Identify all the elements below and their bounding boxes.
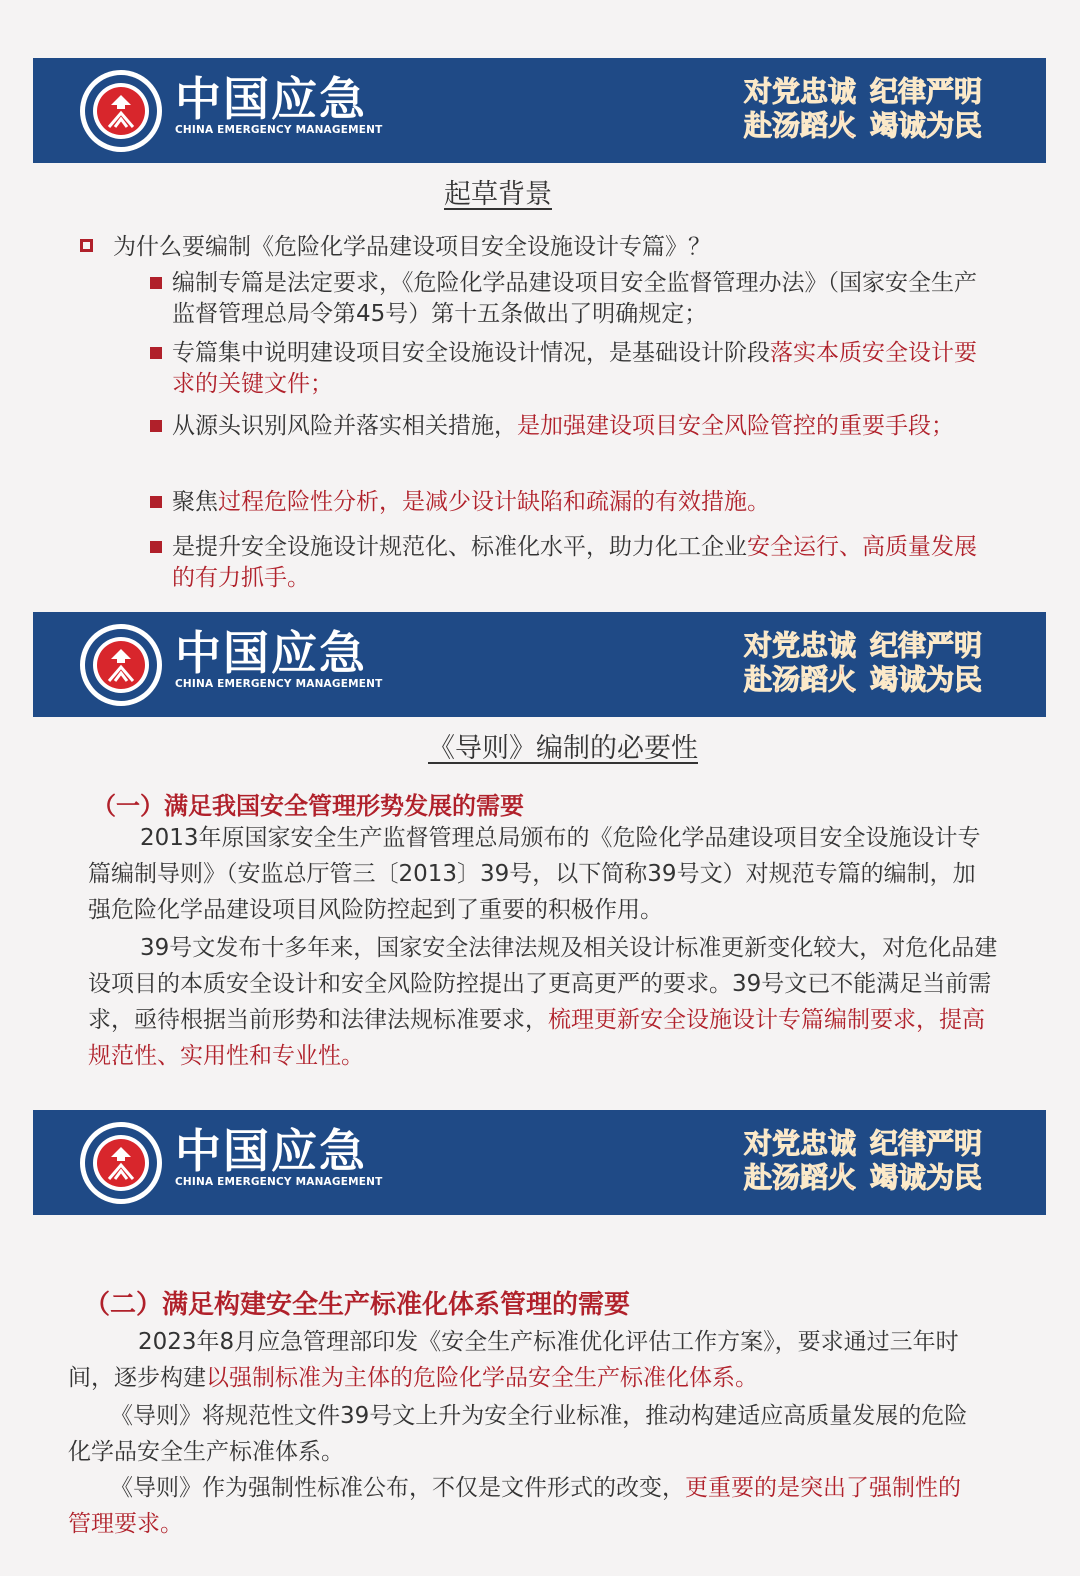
bullet-item-1: 编制专篇是法定要求，《危险化学品建设项目安全监督管理办法》（国家安全生产监督管理总局令第45号）第十五条做出了明确规定； <box>150 268 980 330</box>
bullet-item-4: 聚焦过程危险性分析，是减少设计缺陷和疏漏的有效措施。 <box>150 487 980 518</box>
paragraph-2: 39号文发布十多年来，国家安全法律法规及相关设计标准更新变化较大，对危化品建设项目的本质安全设计和安全风险防控提出了更高更严的要求。39号文已不能满足当前需求，亟待根据当前形势和法律法规标准要求，梳理更新安全设施设计专篇编制要求，提高规范性、实用性和专业性。 <box>88 935 998 1069</box>
slogan-line-2: 赴汤蹈火 竭诚为民 <box>743 1161 982 1194</box>
header-banner-1 <box>33 58 1046 163</box>
bullet-item-2: 专篇集中说明建设项目安全设施设计情况，是基础设计阶段落实本质安全设计要求的关键文件； <box>150 338 980 400</box>
logo-title: 中国应急 <box>175 1124 367 1178</box>
logo-title: 中国应急 <box>175 626 367 680</box>
slogan-line-1: 对党忠诚 纪律严明 <box>743 629 982 662</box>
section-title-necessity: 《导则》编制的必要性 <box>428 733 698 764</box>
logo-subtitle: CHINA EMERGENCY MANAGEMENT <box>175 124 383 136</box>
bullet-square-icon <box>150 420 162 432</box>
slogan-line-1: 对党忠诚 纪律严明 <box>743 1127 982 1160</box>
section-title-background: 起草背景 <box>444 179 552 210</box>
subheading-1: （一）满足我国安全管理形势发展的需要 <box>92 792 524 820</box>
paragraph-4: 《导则》将规范性文件39号文上升为安全行业标准，推动构建适应高质量发展的危险化学品安全生产标准体系。 <box>68 1403 968 1465</box>
subheading-2: （二）满足构建安全生产标准化体系管理的需要 <box>84 1290 631 1320</box>
logo-title: 中国应急 <box>175 72 367 126</box>
logo-subtitle: CHINA EMERGENCY MANAGEMENT <box>175 678 383 690</box>
checkbox-square-icon <box>80 239 93 252</box>
bullet-square-icon <box>150 277 162 289</box>
bullet-square-icon <box>150 496 162 508</box>
paragraph-3: 2023年8月应急管理部印发《安全生产标准优化评估工作方案》，要求通过三年时间，逐步构建以强制标准为主体的危险化学品安全生产标准化体系。 <box>68 1329 959 1391</box>
header-banner-2 <box>33 612 1046 717</box>
slogan-line-2: 赴汤蹈火 竭诚为民 <box>743 109 982 142</box>
logo-subtitle: CHINA EMERGENCY MANAGEMENT <box>175 1176 383 1188</box>
bullet-square-icon <box>150 541 162 553</box>
bullet-item-5: 是提升安全设施设计规范化、标准化水平，助力化工企业安全运行、高质量发展的有力抓手。 <box>150 532 980 594</box>
bullet-item-3: 从源头识别风险并落实相关措施，是加强建设项目安全风险管控的重要手段； <box>150 411 980 442</box>
question-line: 为什么要编制《危险化学品建设项目安全设施设计专篇》？ <box>80 228 711 261</box>
emergency-emblem-icon <box>79 623 163 707</box>
bullet-square-icon <box>150 347 162 359</box>
paragraph-1: 2013年原国家安全生产监督管理总局颁布的《危险化学品建设项目安全设施设计专篇编制导则》（安监总厅管三〔2013〕39号，以下简称39号文）对规范专篇的编制，加强危险化学品建设项目风险防控起到了重要的积极作用。 <box>88 825 981 923</box>
emergency-emblem-icon <box>79 69 163 153</box>
paragraph-5: 《导则》作为强制性标准公布，不仅是文件形式的改变，更重要的是突出了强制性的管理要求。 <box>68 1475 961 1537</box>
slogan-line-2: 赴汤蹈火 竭诚为民 <box>743 663 982 696</box>
header-banner-3 <box>33 1110 1046 1215</box>
emergency-emblem-icon <box>79 1121 163 1205</box>
slogan-line-1: 对党忠诚 纪律严明 <box>743 75 982 108</box>
